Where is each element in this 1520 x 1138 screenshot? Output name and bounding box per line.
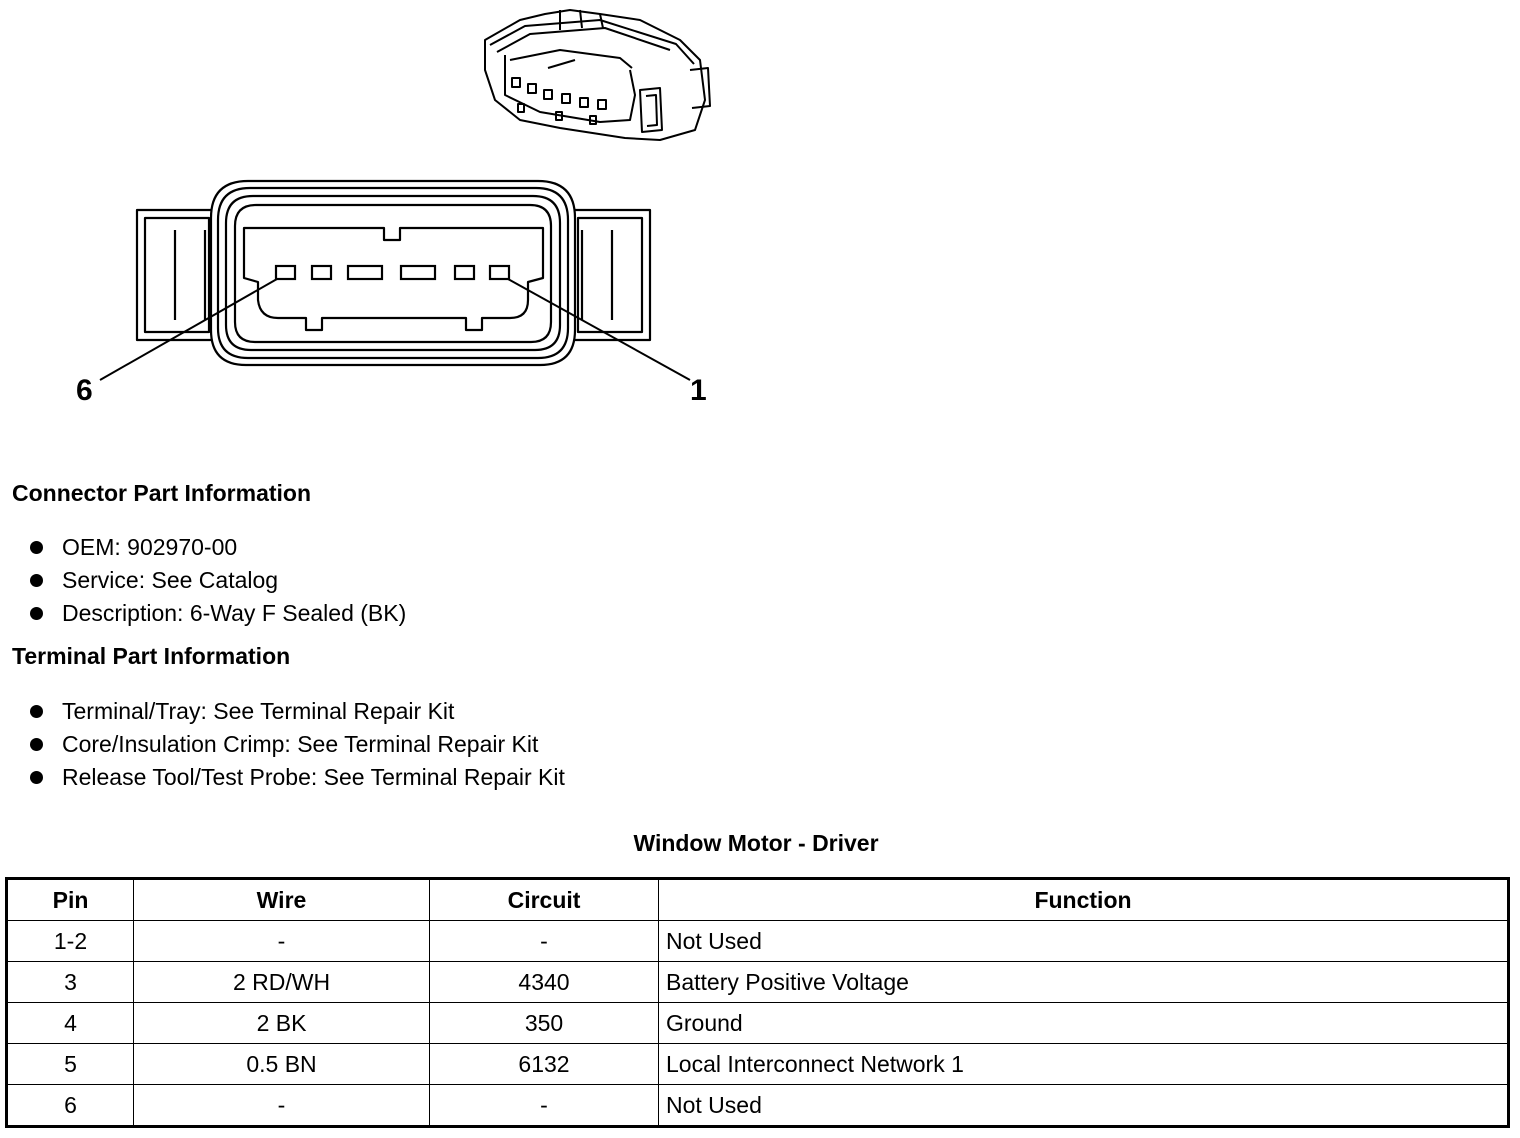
cell-wire: - <box>134 1085 430 1127</box>
connector-3d-view <box>485 10 710 140</box>
cell-function: Local Interconnect Network 1 <box>659 1044 1509 1085</box>
pin-1-label: 1 <box>690 374 707 407</box>
table-title: Window Motor - Driver <box>633 830 879 856</box>
column-header-circuit: Circuit <box>430 879 659 921</box>
table-row <box>7 921 1509 962</box>
bullet-icon <box>30 738 43 751</box>
pin-cavity-6 <box>276 266 295 279</box>
pin-cavity-5 <box>312 266 331 279</box>
cell-circuit: - <box>430 1085 659 1127</box>
list-item-text: Description: 6-Way F Sealed (BK) <box>62 600 407 626</box>
column-header-function: Function <box>659 879 1509 921</box>
bullet-icon <box>30 574 43 587</box>
cell-function: Battery Positive Voltage <box>659 962 1509 1003</box>
list-item-text: Service: See Catalog <box>62 567 279 593</box>
cell-circuit: 4340 <box>430 962 659 1003</box>
list-item <box>28 761 565 794</box>
cell-circuit: 6132 <box>430 1044 659 1085</box>
table-row <box>7 1044 1509 1085</box>
table-header-row <box>7 879 1509 921</box>
list-item-text: Core/Insulation Crimp: See Terminal Repair Kit <box>62 731 539 757</box>
cell-wire: 0.5 BN <box>134 1044 430 1085</box>
cell-function: Not Used <box>659 1085 1509 1127</box>
cell-wire: 2 RD/WH <box>134 962 430 1003</box>
list-item-text: OEM: 902970-00 <box>62 534 238 560</box>
column-header-wire: Wire <box>134 879 430 921</box>
table-row <box>7 1003 1509 1044</box>
pin-cavity-2 <box>455 266 474 279</box>
cell-wire: - <box>134 921 430 962</box>
bullet-icon <box>30 541 43 554</box>
list-item <box>28 728 565 761</box>
pin-6-label: 6 <box>76 374 93 407</box>
pin-cavity-3 <box>401 266 435 279</box>
cell-pin: 6 <box>7 1085 134 1127</box>
bullet-icon <box>30 607 43 620</box>
connector-info-heading: Connector Part Information <box>12 480 312 506</box>
cell-pin: 5 <box>7 1044 134 1085</box>
pinout-table <box>5 877 1510 1128</box>
cell-function: Not Used <box>659 921 1509 962</box>
cell-wire: 2 BK <box>134 1003 430 1044</box>
list-item <box>28 695 565 728</box>
pin-cavity-4 <box>348 266 382 279</box>
list-item <box>28 564 406 597</box>
terminal-info-list <box>28 695 565 794</box>
cell-function: Ground <box>659 1003 1509 1044</box>
connector-diagram <box>0 0 760 420</box>
cell-pin: 3 <box>7 962 134 1003</box>
cell-pin: 1-2 <box>7 921 134 962</box>
list-item-text: Terminal/Tray: See Terminal Repair Kit <box>62 698 455 724</box>
connector-info-list <box>28 531 406 630</box>
list-item-text: Release Tool/Test Probe: See Terminal Repair Kit <box>62 764 565 790</box>
connector-face <box>137 181 650 365</box>
table-row <box>7 1085 1509 1127</box>
bullet-icon <box>30 771 43 784</box>
pin-cavity-1 <box>490 266 509 279</box>
table-row <box>7 962 1509 1003</box>
column-header-pin: Pin <box>7 879 134 921</box>
cell-circuit: 350 <box>430 1003 659 1044</box>
list-item <box>28 531 406 564</box>
cell-pin: 4 <box>7 1003 134 1044</box>
list-item <box>28 597 406 630</box>
cell-circuit: - <box>430 921 659 962</box>
terminal-info-heading: Terminal Part Information <box>12 643 291 669</box>
bullet-icon <box>30 705 43 718</box>
